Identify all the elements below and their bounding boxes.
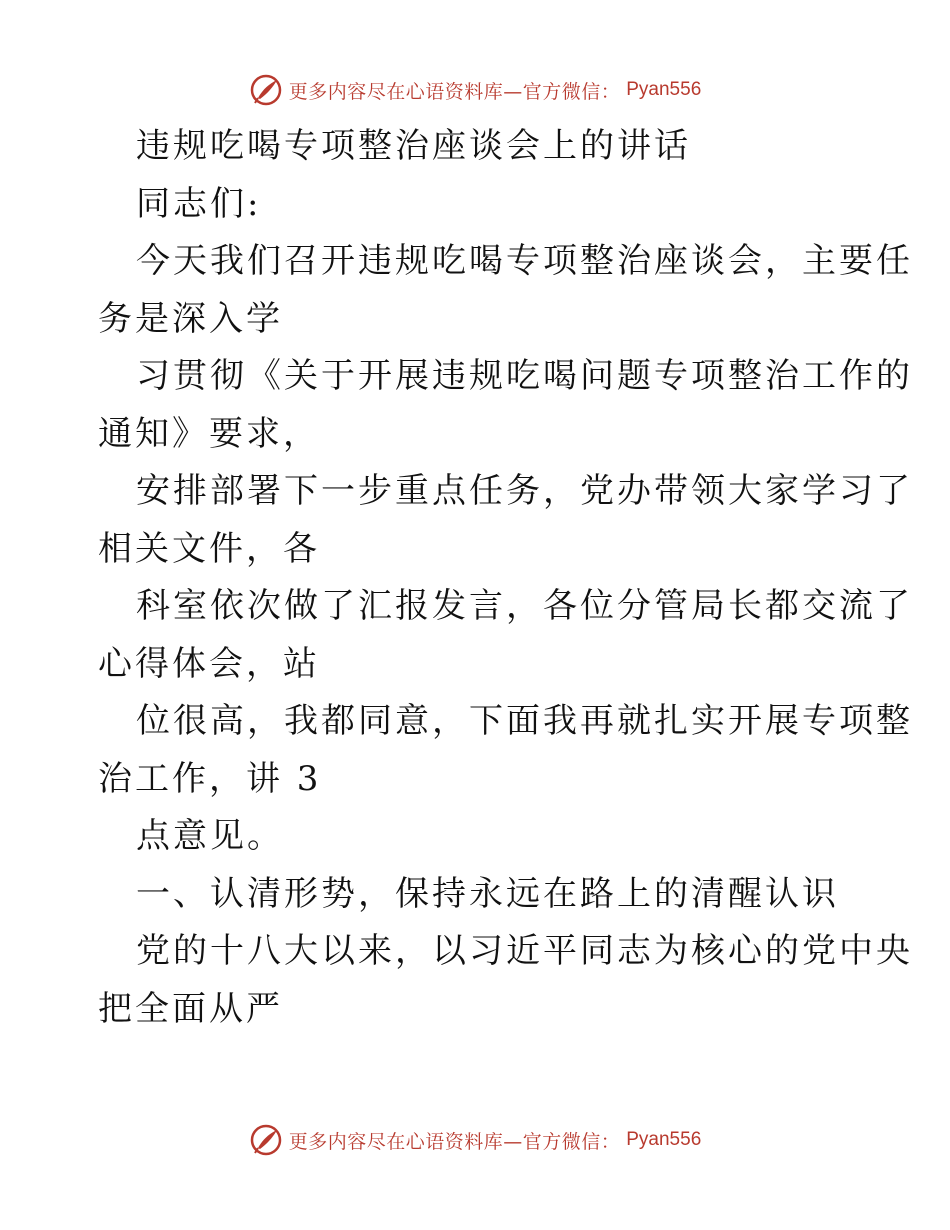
- section-heading: 一、认清形势，保持永远在路上的清醒认识: [136, 873, 839, 914]
- paragraph-line: 务是深入学: [98, 298, 283, 339]
- header-banner-text: 更多内容尽在心语资料库—官方微信：: [288, 80, 621, 103]
- paragraph-line: 把全面从严: [98, 988, 283, 1029]
- paragraph-line: 安排部署下一步重点任务，党办带领大家学习了: [136, 471, 913, 511]
- header-watermark-banner: [0, 70, 950, 110]
- footer-wechat-id: Pyan556: [626, 1129, 702, 1150]
- document-title: 违规吃喝专项整治座谈会上的讲话: [136, 126, 691, 166]
- header-wechat-id: Pyan556: [626, 79, 702, 100]
- quill-logo-icon: [249, 73, 283, 107]
- paragraph-line: 治工作，讲 3: [98, 758, 322, 799]
- quill-logo-icon: [249, 1123, 283, 1157]
- salutation: 同志们:: [136, 183, 262, 224]
- footer-watermark-banner: [0, 1120, 950, 1160]
- document-body: [98, 118, 913, 1038]
- paragraph-line: 通知》要求，: [98, 413, 320, 454]
- paragraph-line: 习贯彻《关于开展违规吃喝问题专项整治工作的: [136, 356, 913, 396]
- paragraph-line: 位很高，我都同意，下面我再就扎实开展专项整: [136, 701, 913, 741]
- paragraph-line: 相关文件，各: [98, 528, 320, 569]
- paragraph-line: 科室依次做了汇报发言，各位分管局长都交流了: [136, 586, 913, 626]
- footer-banner-text: 更多内容尽在心语资料库—官方微信：: [288, 1130, 621, 1153]
- paragraph-line: 党的十八大以来，以习近平同志为核心的党中央: [136, 931, 913, 971]
- paragraph-line: 点意见。: [136, 816, 284, 856]
- paragraph-line: 今天我们召开违规吃喝专项整治座谈会，主要任: [136, 241, 913, 281]
- paragraph-line: 心得体会，站: [98, 643, 320, 684]
